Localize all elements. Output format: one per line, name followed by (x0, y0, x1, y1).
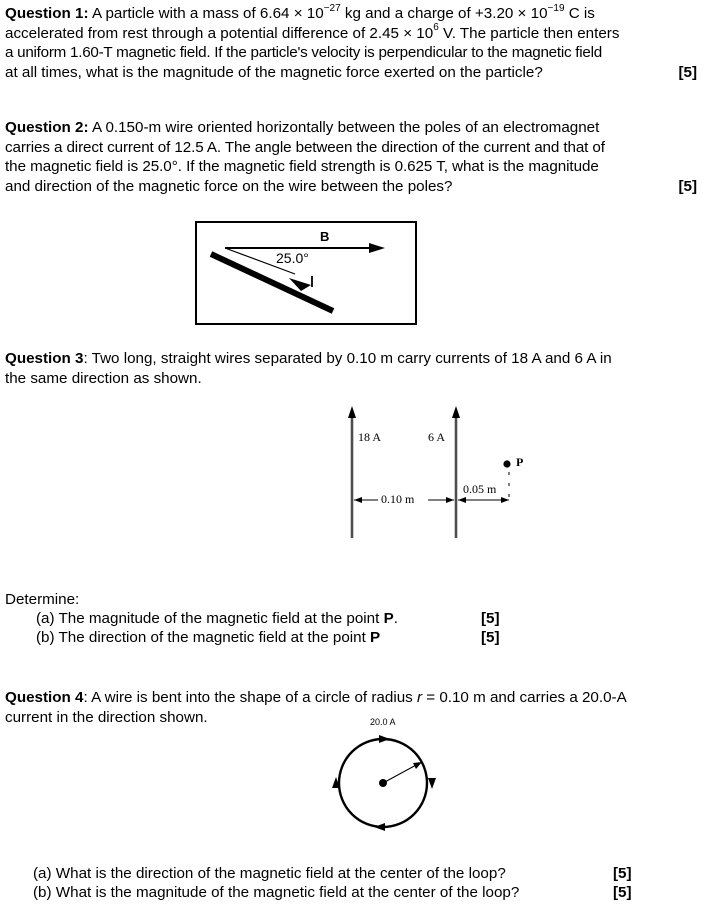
separation-label: 0.10 m (381, 492, 415, 506)
angle-label: 25.0° (276, 250, 309, 266)
q1-line-2: accelerated from rest through a potential difference of $2.45 \times 10^6$ V. The particle then enters (5, 22, 620, 42)
q3-part-b-marks: [5] (481, 629, 500, 646)
q2-line-1: Question 2: A 0.150-m wire oriented horizontally between the poles of an electromagnet (5, 119, 600, 136)
q1-label: Question 1: (5, 5, 89, 22)
i-label (309, 276, 312, 290)
q2-diagram-svg (195, 221, 417, 325)
b-label: B (320, 229, 330, 244)
loop-current-label: 20.0 A (370, 717, 396, 727)
q4-part-b: (b) What is the magnitude of the magnetic field at the center of the loop? (33, 884, 520, 901)
q3-diagram-svg (340, 404, 530, 544)
question-3 (5, 349, 705, 388)
q1-marks: [5] (678, 63, 697, 81)
q2-label: Question 2: (5, 119, 89, 136)
radius-line (383, 764, 418, 783)
wire (211, 254, 333, 311)
q4-part-a-marks: [5] (613, 865, 632, 882)
q3-part-a: (a) The magnitude of the magnetic field at the point P. (36, 610, 398, 627)
q4-part-a: (a) What is the direction of the magnetic field at the center of the loop? (33, 865, 506, 882)
q2-line-4: and direction of the magnetic force on the wire between the poles? [5] (5, 177, 705, 197)
q1-line-4: at all times, what is the magnitude of the magnetic force exerted on the particle? [5] (5, 63, 705, 83)
point-p-label: P (516, 455, 524, 469)
b-field-arrowhead (369, 243, 385, 253)
q2-diagram (195, 221, 417, 325)
q4-label: Question 4 (5, 689, 84, 706)
current-1-label: 18 A (358, 430, 382, 444)
q2-line-3: the magnetic field is 25.0°. If the magnetic field strength is 0.625 T, what is the magnitude (5, 158, 599, 175)
point-p (503, 460, 510, 467)
q3-part-a-marks: [5] (481, 610, 500, 627)
q4-line-2: current in the direction shown. (5, 708, 208, 726)
q3-determine: Determine: (5, 591, 80, 608)
q3-diagram (340, 404, 530, 544)
q2-marks: [5] (678, 177, 697, 195)
q4-part-b-marks: [5] (613, 884, 632, 901)
q4-line-1: Question 4: A wire is bent into the shape of a circle of radius r = 0.10 m and carries a 20.0-A (5, 689, 627, 706)
q3-line-2: the same direction as shown. (5, 369, 202, 387)
current-2-label: 6 A (428, 430, 446, 444)
question-1 (5, 4, 705, 82)
q1-line-1: Question 1: A particle with a mass of $6.64 \times 10^{-27}$ kg and a charge of $+3.20 \times 10^{-19}$ C is (5, 2, 595, 22)
distance-p-label: 0.05 m (463, 482, 497, 496)
q2-line-2: carries a direct current of 12.5 A. The angle between the direction of the current and that of (5, 138, 605, 156)
q3-label: Question 3 (5, 350, 84, 367)
q3-part-b: (b) The direction of the magnetic field at the point P (36, 629, 381, 646)
q2-frame (196, 222, 416, 324)
q1-line-3: a uniform 1.60-T magnetic field. If the particle's velocity is perpendicular to the magnetic field (5, 44, 602, 61)
q4-diagram-svg (325, 715, 445, 840)
q3-line-1: Question 3: Two long, straight wires separated by 0.10 m carry currents of 18 A and 6 A in (5, 350, 612, 367)
q4-diagram (325, 715, 445, 840)
question-2 (5, 118, 705, 196)
